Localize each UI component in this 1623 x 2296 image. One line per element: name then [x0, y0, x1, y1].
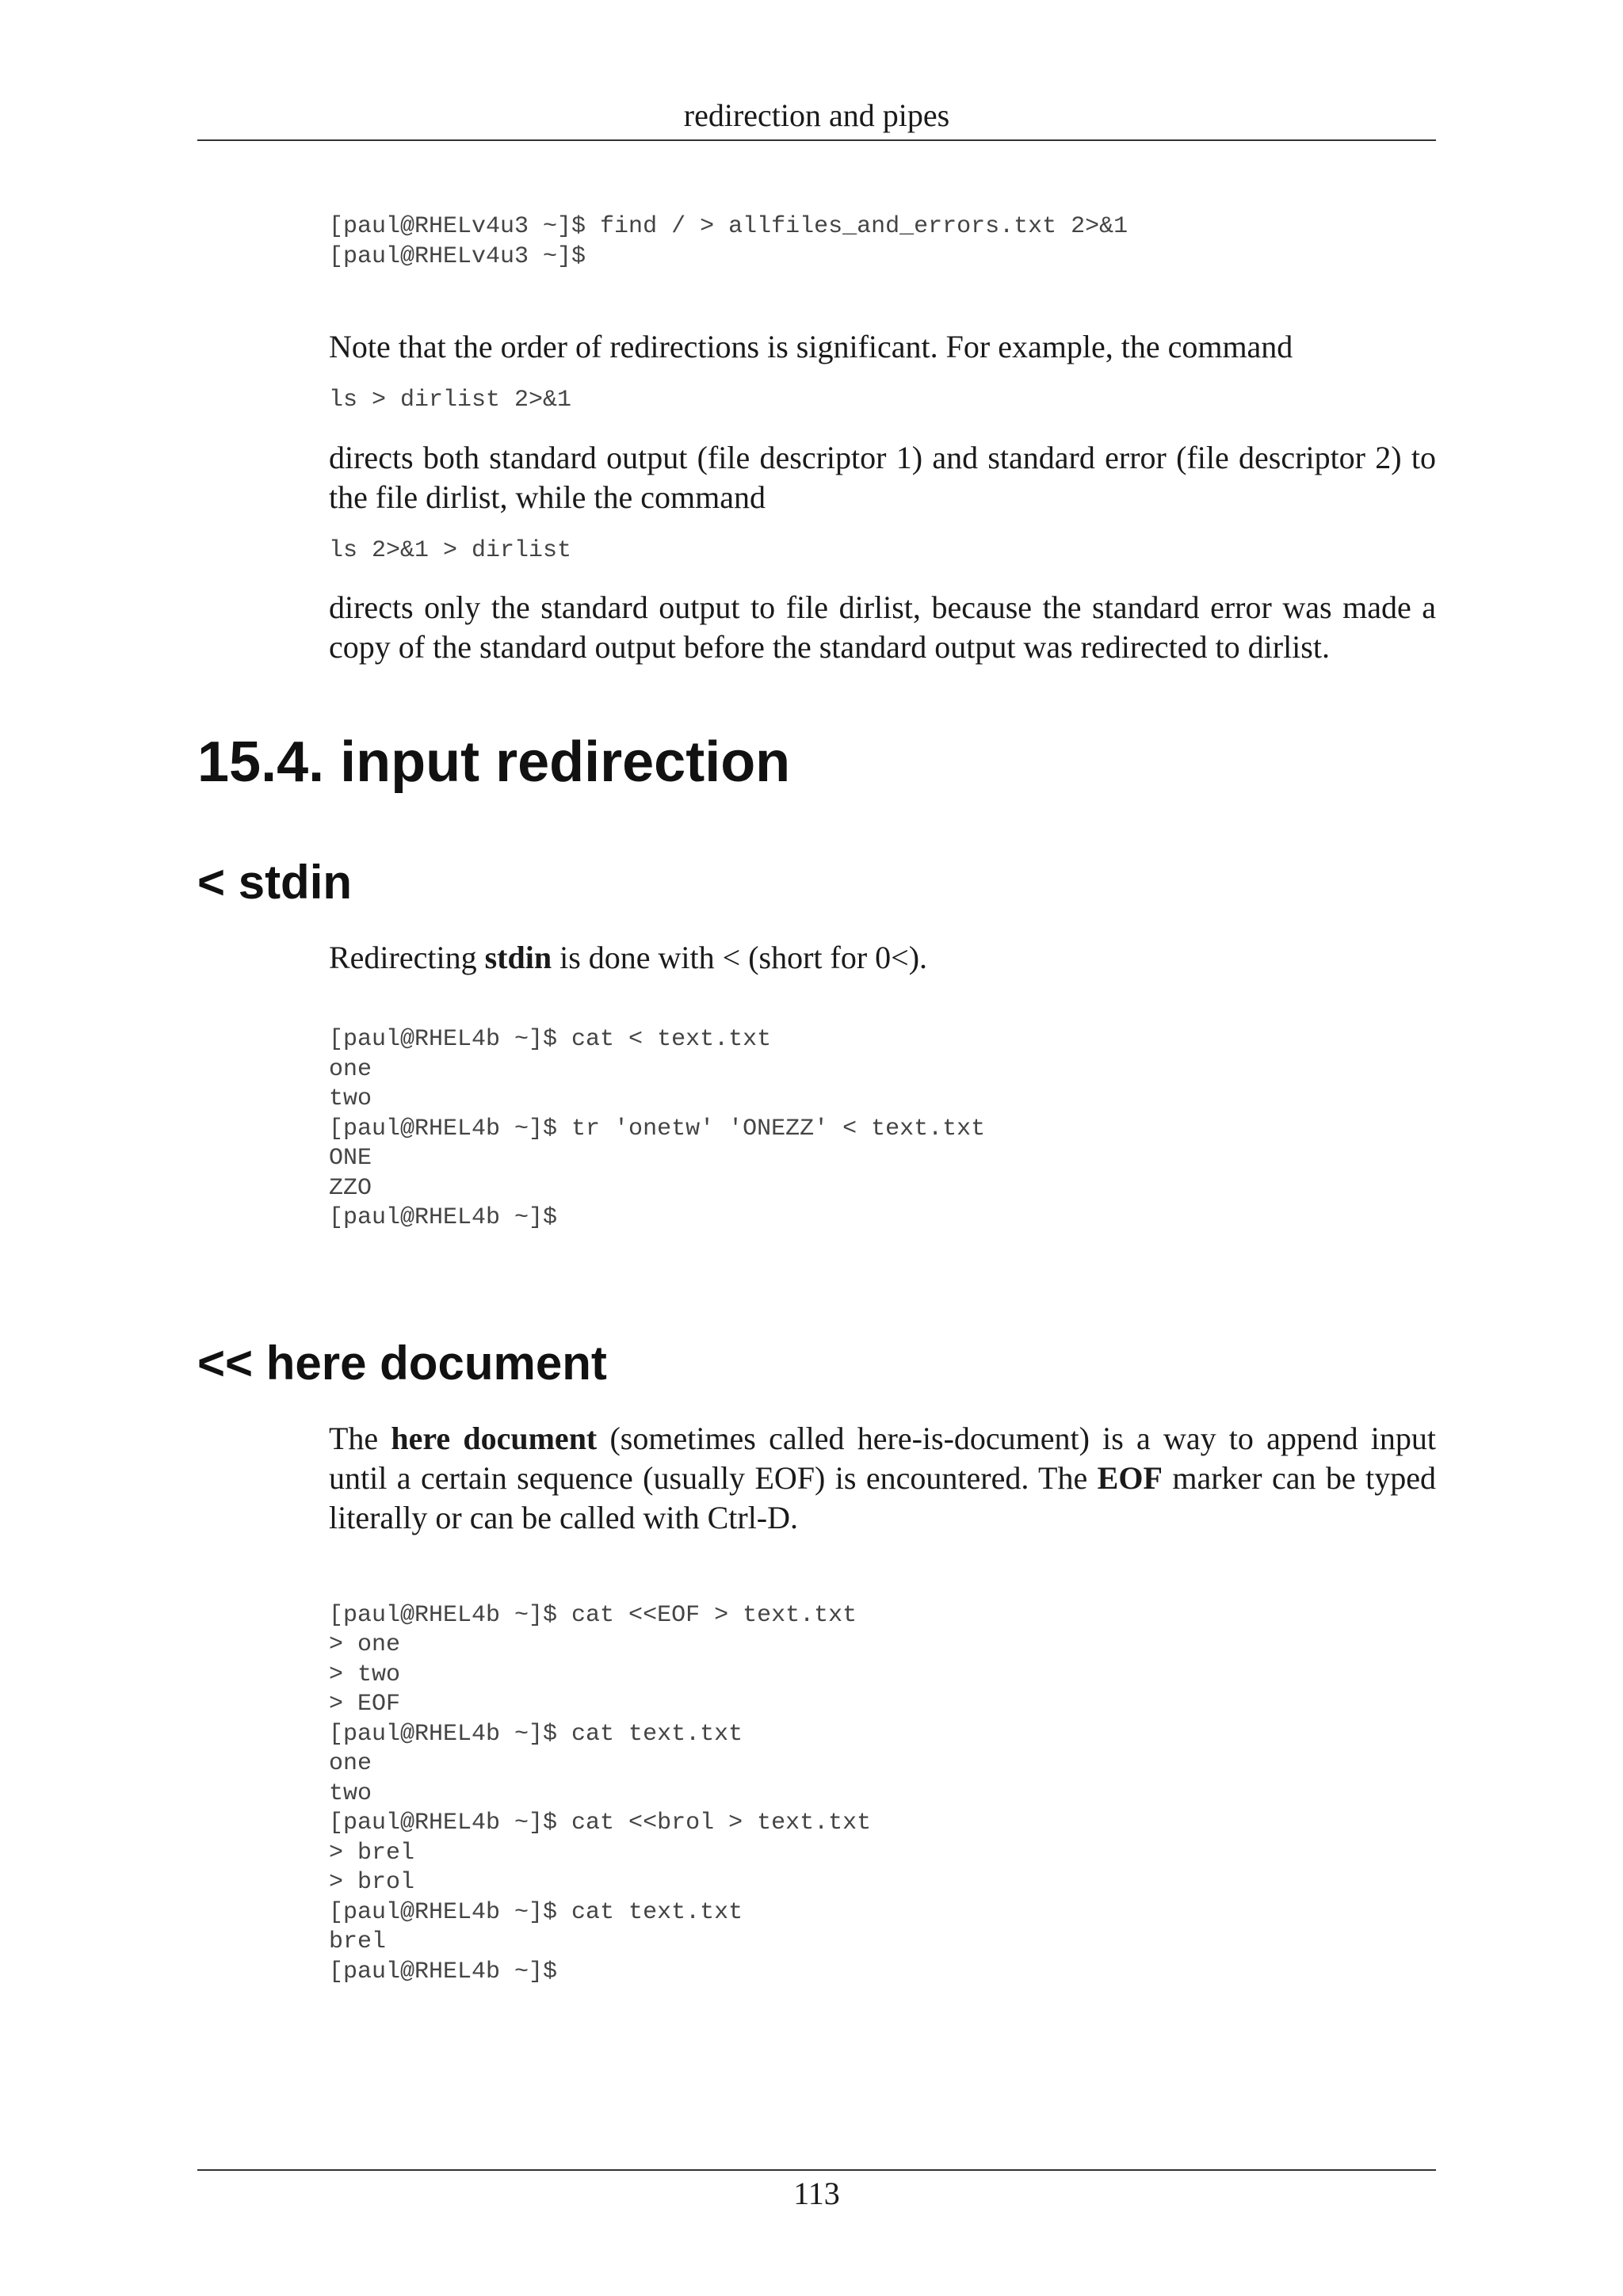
page-content: [197, 212, 1436, 1987]
redirection-order-note: [329, 327, 1436, 667]
heredoc-section: [329, 1419, 1436, 1988]
stdin-section: [329, 938, 1436, 1234]
chapter-title: redirection and pipes: [683, 97, 950, 133]
stdin-text-1: Redirecting: [329, 940, 485, 975]
code-stdin: [paul@RHEL4b ~]$ cat < text.txt one two [paul@RHEL4b ~]$ tr 'onetw' 'ONEZZ' < text.txt ONE ZZO [paul@RHEL4b ~]$: [329, 1026, 986, 1231]
heredoc-paragraph: [329, 1419, 1436, 1538]
heredoc-text-1: The: [329, 1420, 391, 1456]
stdin-heading: < stdin: [197, 856, 353, 909]
code-find: [paul@RHELv4u3 ~]$ find / > allfiles_and_errors.txt 2>&1 [paul@RHELv4u3 ~]$: [329, 213, 1128, 270]
running-footer: [197, 2169, 1436, 2215]
page-number: 113: [793, 2176, 840, 2211]
note-paragraph: Note that the order of redirections is significant. For example, the command: [329, 329, 1293, 364]
code-block-find: [329, 212, 1436, 272]
note-paragraph-3: directs only the standard output to file dirlist, because the standard error was made a copy of the standard output before the standard output was redirected to dirlist.: [329, 589, 1436, 665]
code-heredoc: [paul@RHEL4b ~]$ cat <<EOF > text.txt > one > two > EOF [paul@RHEL4b ~]$ cat text.txt one two [paul@RHEL4b ~]$ cat <<brol > text.txt > brel > brol [paul@RHEL4b ~]$ cat text.txt brel [paul@RHEL4b ~]$: [329, 1601, 872, 1985]
note-paragraph-2: directs both standard output (file descriptor 1) and standard error (file descriptor 2) to the file dirlist, while the command: [329, 439, 1436, 515]
heredoc-bold-1: here document: [391, 1420, 598, 1456]
code-ls-dirlist: ls > dirlist 2>&1: [329, 387, 572, 414]
running-header: [197, 93, 1436, 141]
heredoc-bold-2: EOF: [1097, 1459, 1163, 1496]
stdin-paragraph: [329, 938, 1436, 978]
heredoc-heading: << here document: [197, 1336, 607, 1390]
heredoc-text-2: (sometimes called here-is-document) is a way to append input until a certain sequence (usually EOF) is encountered. The: [329, 1420, 1437, 1496]
heredoc-text-3: marker can be typed literally or can be called with Ctrl-D.: [329, 1459, 1436, 1535]
stdin-bold: stdin: [484, 940, 552, 975]
section-heading: 15.4. input redirection: [197, 730, 791, 794]
stdin-text-2: is done with < (short for 0<).: [552, 940, 928, 975]
code-ls-reverse: ls 2>&1 > dirlist: [329, 536, 572, 564]
